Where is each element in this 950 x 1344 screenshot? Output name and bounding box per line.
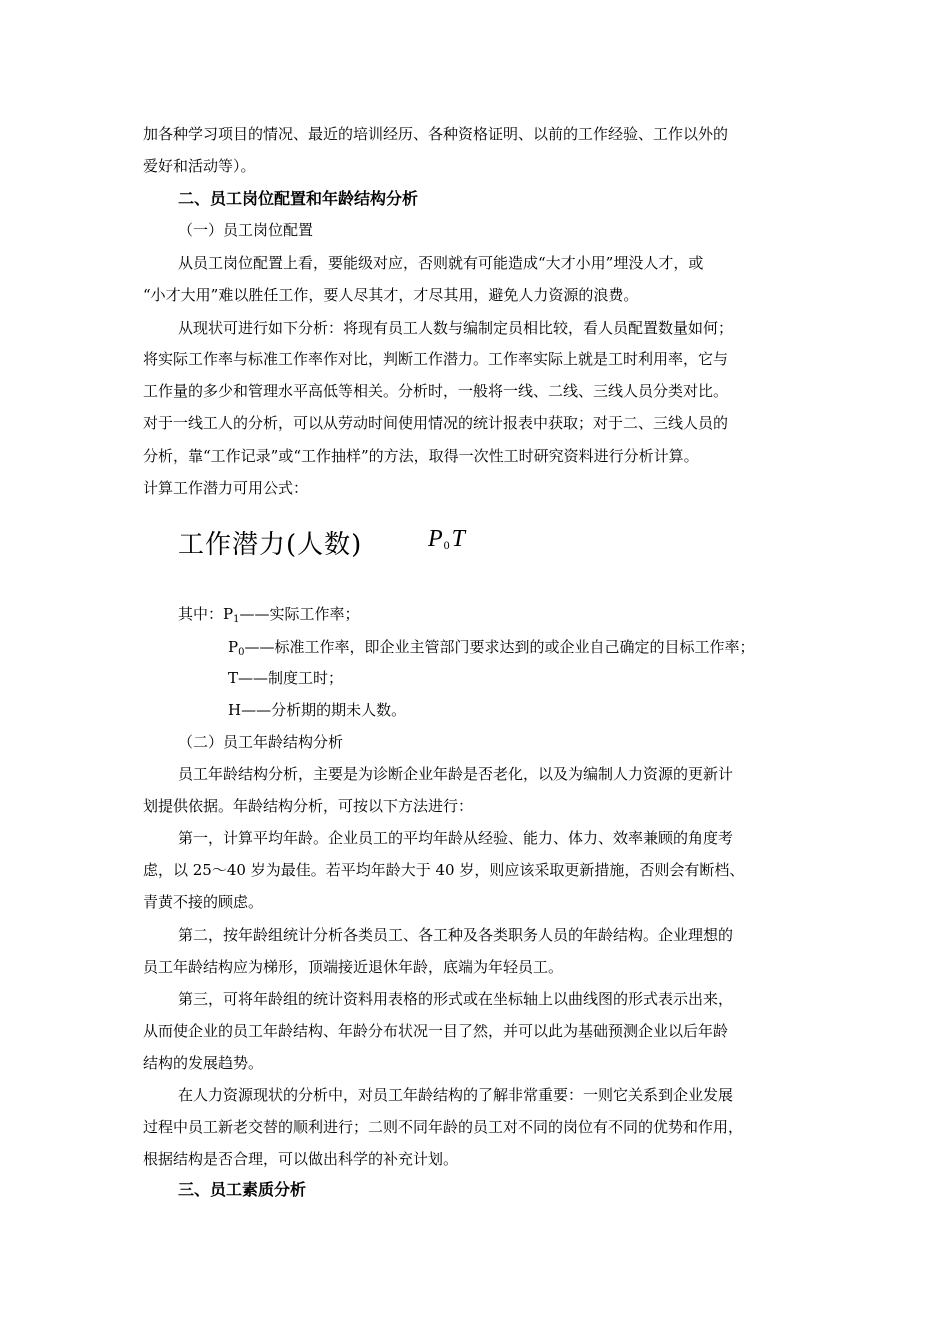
paragraph-line: 青黄不接的顾虑。: [143, 893, 264, 911]
paragraph-line: 第一，计算平均年龄。企业员工的平均年龄从经验、能力、体力、效率兼顾的角度考: [178, 829, 734, 847]
paragraph-line: 第三，可将年龄组的统计资料用表格的形式或在坐标轴上以曲线图的形式表示出来，: [178, 990, 734, 1008]
paragraph-line: 将实际工作率与标准工作率作对比，判断工作潜力。工作率实际上就是工时利用率，它与: [143, 350, 729, 368]
legend-t: T——制度工时；: [228, 669, 344, 687]
paragraph-line: 分析，靠“工作记录”或“工作抽样”的方法，取得一次性工时研究资料进行分析计算。: [143, 447, 699, 465]
formula-left-clipped: [170, 512, 670, 560]
paragraph-line: 根据结构是否合理，可以做出科学的补充计划。: [143, 1150, 459, 1168]
paragraph-line: 员工年龄结构应为梯形，顶端接近退休年龄，底端为年轻员工。: [143, 958, 564, 976]
paragraph-line: “小才大用”难以胜任工作，要人尽其才，才尽其用，避免人力资源的浪费。: [143, 286, 639, 304]
paragraph-line: 计算工作潜力可用公式：: [143, 479, 309, 497]
formula-p: P: [428, 526, 443, 552]
formula-left-text: 工作潜力(人数): [178, 530, 363, 560]
paragraph-line: 在人力资源现状的分析中，对员工年龄结构的了解非常重要：一则它关系到企业发展: [178, 1086, 734, 1104]
section-heading: 三、员工素质分析: [178, 1180, 307, 1199]
paragraph-line: 对于一线工人的分析，可以从劳动时间使用情况的统计报表中获取；对于二、三线人员的: [143, 414, 729, 432]
subsection-heading: （一）员工岗位配置: [178, 221, 314, 239]
legend-h: H——分析期的期未人数。: [228, 701, 407, 719]
paragraph-line: 员工年龄结构分析，主要是为诊断企业年龄是否老化，以及为编制人力资源的更新计: [178, 765, 734, 783]
paragraph-line: 爱好和活动等）。: [143, 157, 256, 175]
paragraph-line: 过程中员工新老交替的顺利进行；二则不同年龄的员工对不同的岗位有不同的优势和作用，: [143, 1118, 744, 1136]
subsection-heading: （二）员工年龄结构分析: [178, 733, 344, 751]
paragraph-line: 虑，以 25～40 岁为最佳。若平均年龄大于 40 岁，则应该采取更新措施，否则会有断档、: [143, 861, 745, 879]
formula-denominator: [428, 526, 465, 553]
paragraph-line: 从员工岗位配置上看，要能级对应，否则就有可能造成“大才小用”埋没人才，或: [178, 254, 704, 272]
paragraph-line: 从现状可进行如下分析：将现有员工人数与编制定员相比较，看人员配置数量如何；: [178, 319, 734, 337]
paragraph-line: 第二，按年龄组统计分析各类员工、各工种及各类职务人员的年龄结构。企业理想的: [178, 926, 734, 944]
paragraph-line: 加各种学习项目的情况、最近的培训经历、各种资格证明、以前的工作经验、工作以外的: [143, 125, 729, 143]
legend-p1: 其中：$P_1——$实际工作率；: [178, 605, 360, 625]
paragraph-line: 工作量的多少和管理水平高低等相关。分析时，一般将一线、二线、三线人员分类对比。: [143, 382, 729, 400]
paragraph-line: 从而使企业的员工年龄结构、年龄分布状况一目了然，并可以此为基础预测企业以后年龄: [143, 1022, 729, 1040]
section-heading: 二、员工岗位配置和年龄结构分析: [178, 189, 419, 208]
paragraph-line: 划提供依据。年龄结构分析，可按以下方法进行：: [143, 797, 474, 815]
paragraph-line: 结构的发展趋势。: [143, 1054, 264, 1072]
legend-p0: $P_0——$标准工作率，即企业主管部门要求达到的或企业自己确定的目标工作率；: [228, 638, 755, 658]
formula-p-sub: 0: [443, 538, 450, 552]
formula-t: T: [451, 526, 466, 552]
